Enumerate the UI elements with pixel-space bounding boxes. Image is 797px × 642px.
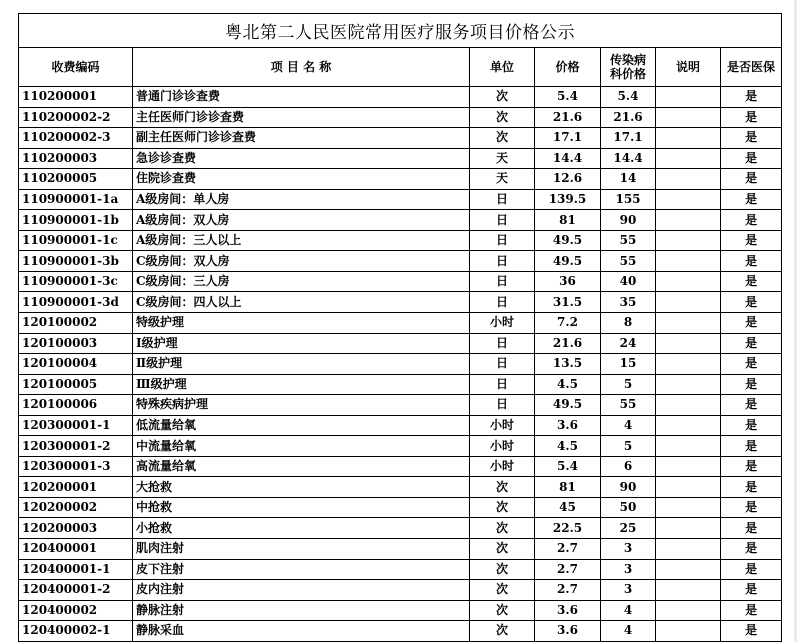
cell-infectious-price: 17.1	[601, 128, 656, 149]
table-row	[19, 456, 782, 477]
cell-price: 4.5	[535, 436, 601, 457]
cell-unit: 次	[470, 559, 535, 580]
cell-name: A级房间：单人房	[133, 189, 470, 210]
header-infectious-price-line2: 科价格	[609, 67, 646, 81]
cell-code: 110200002-3	[19, 128, 133, 149]
cell-note	[656, 580, 721, 601]
cell-name: 皮内注射	[133, 580, 470, 601]
cell-price: 5.4	[535, 456, 601, 477]
cell-infectious-price: 14.4	[601, 148, 656, 169]
cell-name: 特殊疾病护理	[133, 395, 470, 416]
cell-unit: 次	[470, 539, 535, 560]
cell-infectious-price: 3	[601, 539, 656, 560]
cell-note	[656, 456, 721, 477]
cell-price: 12.6	[535, 169, 601, 190]
cell-unit: 日	[470, 271, 535, 292]
cell-unit: 日	[470, 210, 535, 231]
table-row	[19, 374, 782, 395]
cell-price: 3.6	[535, 621, 601, 642]
table-row	[19, 107, 782, 128]
cell-insurance: 是	[721, 436, 782, 457]
price-table	[18, 13, 782, 642]
cell-insurance: 是	[721, 148, 782, 169]
cell-unit: 日	[470, 189, 535, 210]
cell-insurance: 是	[721, 395, 782, 416]
cell-note	[656, 621, 721, 642]
cell-unit: 小时	[470, 313, 535, 334]
cell-unit: 小时	[470, 456, 535, 477]
cell-name: 肌肉注射	[133, 539, 470, 560]
cell-insurance: 是	[721, 539, 782, 560]
table-row	[19, 128, 782, 149]
cell-name: C级房间：四人以上	[133, 292, 470, 313]
cell-insurance: 是	[721, 600, 782, 621]
cell-name: 静脉采血	[133, 621, 470, 642]
cell-code: 120400001-2	[19, 580, 133, 601]
cell-name: 主任医师门诊诊查费	[133, 107, 470, 128]
cell-unit: 天	[470, 169, 535, 190]
cell-unit: 日	[470, 292, 535, 313]
cell-insurance: 是	[721, 271, 782, 292]
cell-note	[656, 497, 721, 518]
cell-code: 120400001-1	[19, 559, 133, 580]
cell-infectious-price: 90	[601, 477, 656, 498]
cell-insurance: 是	[721, 169, 782, 190]
cell-infectious-price: 35	[601, 292, 656, 313]
cell-unit: 次	[470, 128, 535, 149]
cell-unit: 日	[470, 251, 535, 272]
cell-note	[656, 271, 721, 292]
table-row	[19, 354, 782, 375]
cell-code: 120400002	[19, 600, 133, 621]
cell-code: 120300001-2	[19, 436, 133, 457]
cell-note	[656, 313, 721, 334]
cell-infectious-price: 24	[601, 333, 656, 354]
table-row	[19, 271, 782, 292]
cell-price: 2.7	[535, 580, 601, 601]
cell-unit: 天	[470, 148, 535, 169]
cell-name: 急诊诊查费	[133, 148, 470, 169]
cell-infectious-price: 55	[601, 251, 656, 272]
cell-price: 4.5	[535, 374, 601, 395]
header-code: 收费编码	[19, 48, 133, 87]
cell-code: 120100006	[19, 395, 133, 416]
cell-code: 120100003	[19, 333, 133, 354]
cell-insurance: 是	[721, 210, 782, 231]
cell-price: 7.2	[535, 313, 601, 334]
cell-infectious-price: 3	[601, 559, 656, 580]
cell-infectious-price: 3	[601, 580, 656, 601]
cell-note	[656, 169, 721, 190]
cell-name: 皮下注射	[133, 559, 470, 580]
cell-unit: 小时	[470, 436, 535, 457]
header-infectious-price-line1: 传染病	[609, 53, 646, 67]
cell-note	[656, 477, 721, 498]
cell-price: 14.4	[535, 148, 601, 169]
cell-name: Ⅱ级护理	[133, 354, 470, 375]
cell-note	[656, 189, 721, 210]
cell-note	[656, 354, 721, 375]
cell-price: 49.5	[535, 251, 601, 272]
cell-code: 120100002	[19, 313, 133, 334]
cell-name: 副主任医师门诊诊查费	[133, 128, 470, 149]
table-row	[19, 518, 782, 539]
cell-insurance: 是	[721, 518, 782, 539]
cell-infectious-price: 4	[601, 600, 656, 621]
cell-infectious-price: 6	[601, 456, 656, 477]
cell-unit: 日	[470, 395, 535, 416]
cell-name: 住院诊查费	[133, 169, 470, 190]
cell-insurance: 是	[721, 107, 782, 128]
cell-code: 110900001-1c	[19, 230, 133, 251]
cell-code: 120300001-1	[19, 415, 133, 436]
cell-infectious-price: 50	[601, 497, 656, 518]
cell-code: 110900001-3d	[19, 292, 133, 313]
table-row	[19, 477, 782, 498]
cell-infectious-price: 21.6	[601, 107, 656, 128]
cell-unit: 次	[470, 621, 535, 642]
cell-name: C级房间：三人房	[133, 271, 470, 292]
table-row	[19, 148, 782, 169]
cell-infectious-price: 55	[601, 230, 656, 251]
cell-note	[656, 395, 721, 416]
table-row	[19, 210, 782, 231]
cell-name: 静脉注射	[133, 600, 470, 621]
cell-price: 3.6	[535, 600, 601, 621]
cell-code: 120100005	[19, 374, 133, 395]
cell-code: 110900001-3b	[19, 251, 133, 272]
header-unit: 单位	[470, 48, 535, 87]
cell-code: 110200001	[19, 87, 133, 108]
cell-code: 110900001-1b	[19, 210, 133, 231]
table-body	[19, 87, 782, 642]
cell-insurance: 是	[721, 456, 782, 477]
cell-note	[656, 415, 721, 436]
cell-price: 49.5	[535, 395, 601, 416]
cell-code: 110200003	[19, 148, 133, 169]
cell-price: 81	[535, 477, 601, 498]
cell-price: 81	[535, 210, 601, 231]
table-row	[19, 415, 782, 436]
cell-infectious-price: 90	[601, 210, 656, 231]
cell-price: 36	[535, 271, 601, 292]
cell-code: 120200001	[19, 477, 133, 498]
cell-insurance: 是	[721, 415, 782, 436]
cell-code: 120100004	[19, 354, 133, 375]
cell-infectious-price: 4	[601, 415, 656, 436]
cell-name: 特级护理	[133, 313, 470, 334]
table-row	[19, 621, 782, 642]
cell-price: 13.5	[535, 354, 601, 375]
cell-insurance: 是	[721, 477, 782, 498]
cell-unit: 小时	[470, 415, 535, 436]
header-name: 项 目 名 称	[133, 48, 470, 87]
header-row	[19, 48, 782, 87]
cell-note	[656, 251, 721, 272]
cell-insurance: 是	[721, 87, 782, 108]
cell-name: 大抢救	[133, 477, 470, 498]
cell-name: A级房间：双人房	[133, 210, 470, 231]
cell-price: 5.4	[535, 87, 601, 108]
table-row	[19, 539, 782, 560]
cell-price: 21.6	[535, 333, 601, 354]
cell-unit: 次	[470, 497, 535, 518]
cell-note	[656, 87, 721, 108]
cell-price: 21.6	[535, 107, 601, 128]
cell-name: Ⅲ级护理	[133, 374, 470, 395]
cell-note	[656, 559, 721, 580]
cell-price: 139.5	[535, 189, 601, 210]
cell-infectious-price: 40	[601, 271, 656, 292]
cell-infectious-price: 5	[601, 436, 656, 457]
cell-insurance: 是	[721, 580, 782, 601]
table-row	[19, 580, 782, 601]
cell-code: 110900001-3c	[19, 271, 133, 292]
cell-price: 31.5	[535, 292, 601, 313]
cell-infectious-price: 8	[601, 313, 656, 334]
cell-code: 110200005	[19, 169, 133, 190]
table-row	[19, 436, 782, 457]
cell-price: 17.1	[535, 128, 601, 149]
cell-code: 120300001-3	[19, 456, 133, 477]
cell-name: C级房间：双人房	[133, 251, 470, 272]
cell-unit: 次	[470, 518, 535, 539]
cell-name: A级房间：三人以上	[133, 230, 470, 251]
cell-name: 高流量给氧	[133, 456, 470, 477]
cell-infectious-price: 155	[601, 189, 656, 210]
cell-unit: 次	[470, 477, 535, 498]
table-row	[19, 600, 782, 621]
cell-note	[656, 436, 721, 457]
cell-price: 3.6	[535, 415, 601, 436]
cell-infectious-price: 4	[601, 621, 656, 642]
cell-infectious-price: 25	[601, 518, 656, 539]
title-row	[19, 14, 782, 48]
cell-name: 低流量给氧	[133, 415, 470, 436]
cell-insurance: 是	[721, 251, 782, 272]
cell-unit: 次	[470, 600, 535, 621]
table-row	[19, 251, 782, 272]
header-infectious-price	[601, 48, 656, 87]
cell-note	[656, 230, 721, 251]
cell-unit: 次	[470, 87, 535, 108]
cell-infectious-price: 55	[601, 395, 656, 416]
cell-name: 普通门诊诊查费	[133, 87, 470, 108]
cell-price: 49.5	[535, 230, 601, 251]
cell-note	[656, 107, 721, 128]
cell-name: 小抢救	[133, 518, 470, 539]
cell-insurance: 是	[721, 374, 782, 395]
cell-name: 中流量给氧	[133, 436, 470, 457]
table-row	[19, 169, 782, 190]
cell-note	[656, 333, 721, 354]
cell-insurance: 是	[721, 189, 782, 210]
cell-insurance: 是	[721, 292, 782, 313]
cell-infectious-price: 14	[601, 169, 656, 190]
table-row	[19, 87, 782, 108]
cell-price: 2.7	[535, 559, 601, 580]
document-title: 粤北第二人民医院常用医疗服务项目价格公示	[19, 14, 782, 48]
cell-code: 120200002	[19, 497, 133, 518]
cell-infectious-price: 5	[601, 374, 656, 395]
cell-code: 120400001	[19, 539, 133, 560]
table-row	[19, 292, 782, 313]
table-row	[19, 395, 782, 416]
table-row	[19, 189, 782, 210]
cell-name: 中抢救	[133, 497, 470, 518]
cell-infectious-price: 5.4	[601, 87, 656, 108]
cell-insurance: 是	[721, 621, 782, 642]
cell-note	[656, 148, 721, 169]
table-row	[19, 313, 782, 334]
table-row	[19, 230, 782, 251]
cell-name: Ⅰ级护理	[133, 333, 470, 354]
cell-insurance: 是	[721, 497, 782, 518]
cell-note	[656, 210, 721, 231]
cell-note	[656, 518, 721, 539]
cell-note	[656, 128, 721, 149]
cell-unit: 日	[470, 354, 535, 375]
cell-note	[656, 600, 721, 621]
table-row	[19, 497, 782, 518]
cell-unit: 日	[470, 374, 535, 395]
table-row	[19, 559, 782, 580]
cell-insurance: 是	[721, 128, 782, 149]
cell-code: 110900001-1a	[19, 189, 133, 210]
cell-note	[656, 292, 721, 313]
cell-unit: 次	[470, 107, 535, 128]
cell-price: 2.7	[535, 539, 601, 560]
cell-note	[656, 374, 721, 395]
cell-note	[656, 539, 721, 560]
cell-infectious-price: 15	[601, 354, 656, 375]
header-insurance: 是否医保	[721, 48, 782, 87]
cell-price: 45	[535, 497, 601, 518]
cell-insurance: 是	[721, 354, 782, 375]
cell-unit: 次	[470, 580, 535, 601]
cell-unit: 日	[470, 230, 535, 251]
cell-insurance: 是	[721, 313, 782, 334]
cell-code: 110200002-2	[19, 107, 133, 128]
cell-insurance: 是	[721, 230, 782, 251]
cell-insurance: 是	[721, 333, 782, 354]
cell-insurance: 是	[721, 559, 782, 580]
cell-code: 120400002-1	[19, 621, 133, 642]
header-note: 说明	[656, 48, 721, 87]
cell-price: 22.5	[535, 518, 601, 539]
cell-code: 120200003	[19, 518, 133, 539]
cell-unit: 日	[470, 333, 535, 354]
header-price: 价格	[535, 48, 601, 87]
table-row	[19, 333, 782, 354]
